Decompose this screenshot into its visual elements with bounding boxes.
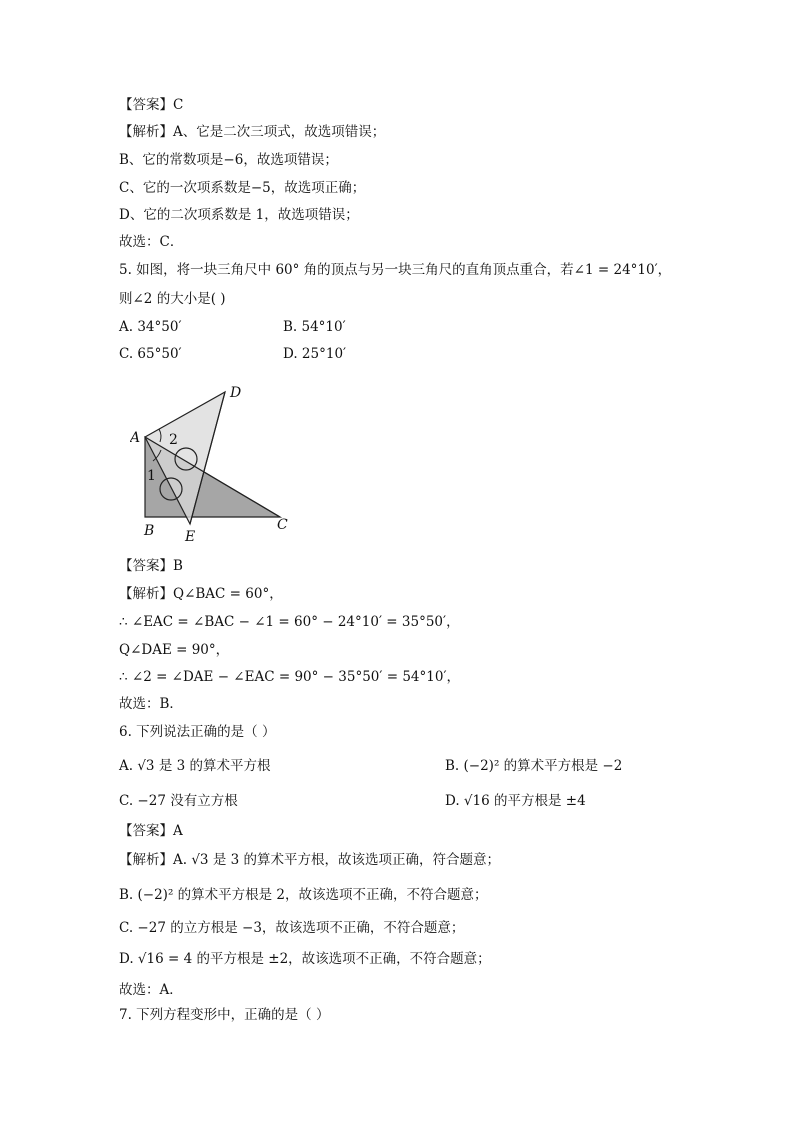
q4-answer: 【答案】C <box>119 97 184 113</box>
q6-stem: 6. 下列说法正确的是（ ） <box>119 724 276 740</box>
q6-answer: 【答案】A <box>119 823 183 839</box>
q6-option-a: A. √3 是 3 的算术平方根 <box>119 758 271 774</box>
q6-option-d: D. √16 的平方根是 ±4 <box>445 793 586 809</box>
q4-analysis-line: 【解析】A、它是二次三项式，故选项错误； <box>119 124 386 140</box>
point-label-a: A <box>130 430 141 446</box>
point-label-d: D <box>230 385 242 401</box>
point-label-c: C <box>277 517 288 533</box>
q6-analysis-line: B. (−2)² 的算术平方根是 2，故该选项不正确，不符合题意； <box>119 887 488 903</box>
angle-label-1: 1 <box>147 468 156 484</box>
q5-analysis-line: ∴ ∠2 = ∠DAE − ∠EAC = 90° − 35°50′ = 54°10′， <box>119 669 461 685</box>
q5-analysis-line: Q∠DAE = 90°， <box>119 642 230 658</box>
q4-analysis-line: D、它的二次项系数是 1，故选项错误； <box>119 207 359 223</box>
point-label-e: E <box>185 529 196 545</box>
q5-option-b: B. 54°10′ <box>283 319 346 335</box>
q5-analysis-line: ∴ ∠EAC = ∠BAC − ∠1 = 60° − 24°10′ = 35°50′， <box>119 614 460 630</box>
q5-option-c: C. 65°50′ <box>119 346 182 362</box>
q4-analysis-line: C、它的一次项系数是−5，故选项正确； <box>119 180 366 196</box>
q7-stem: 7. 下列方程变形中，正确的是（ ） <box>119 1007 330 1023</box>
q4-analysis-line: B、它的常数项是−6，故选项错误； <box>119 152 338 168</box>
q4-analysis-line: 故选：C． <box>119 234 184 250</box>
q5-answer: 【答案】B <box>119 558 183 574</box>
q6-analysis-line: C. −27 的立方根是 −3，故该选项不正确，不符合题意； <box>119 920 465 936</box>
q5-stem-line1: 5. 如图，将一块三角尺中 60° 角的顶点与另一块三角尺的直角顶点重合，若∠1 = 24°10′， <box>119 262 672 278</box>
q6-analysis-line: 故选：A． <box>119 982 183 998</box>
q6-analysis-line: 【解析】A. √3 是 3 的算术平方根，故该选项正确，符合题意； <box>119 852 500 868</box>
triangle-rulers-figure <box>130 380 300 545</box>
q5-analysis-line: 【解析】Q∠BAC = 60°， <box>119 586 283 602</box>
q5-stem-line2: 则∠2 的大小是( ) <box>119 291 226 307</box>
q6-analysis-line: D. √16 = 4 的平方根是 ±2，故该选项不正确，不符合题意； <box>119 951 491 967</box>
point-label-b: B <box>144 523 155 539</box>
q6-option-c: C. −27 没有立方根 <box>119 793 238 809</box>
angle-label-2: 2 <box>169 432 178 448</box>
q5-analysis-line: 故选：B． <box>119 696 183 712</box>
q6-option-b: B. (−2)² 的算术平方根是 −2 <box>445 758 623 774</box>
q5-option-a: A. 34°50′ <box>119 319 182 335</box>
q5-option-d: D. 25°10′ <box>283 346 347 362</box>
